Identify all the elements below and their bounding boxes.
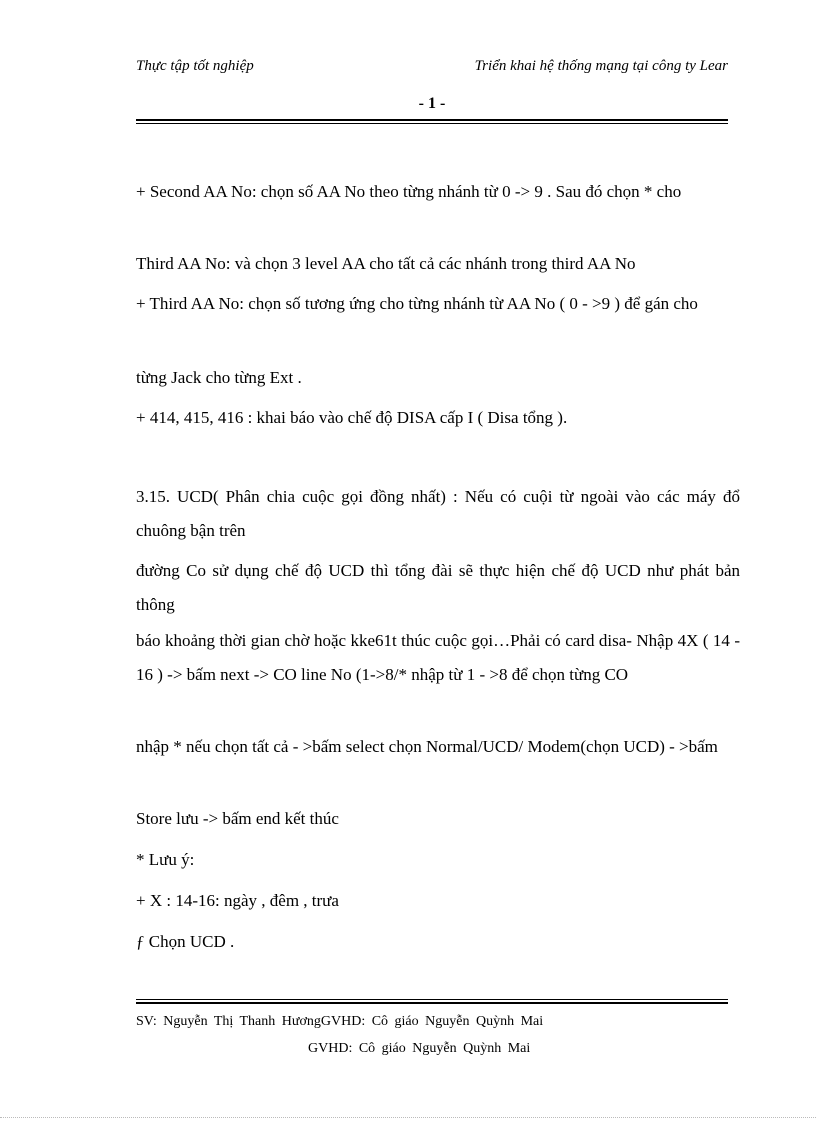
header-rule-top xyxy=(136,119,728,121)
paragraph: báo khoảng thời gian chờ hoặc kke61t thúc cuộc gọi…Phải có card disa- Nhập 4X ( 14 - 16 ) -> bấm next -> CO line No (1->8/* nhập từ 1 - >8 để chọn từng CO xyxy=(136,631,740,684)
footer-supervisor-line: GVHD: Cô giáo Nguyễn Quỳnh Mai xyxy=(308,1041,531,1056)
header-rule-bottom xyxy=(136,123,728,124)
page-bottom-border xyxy=(0,1117,816,1118)
paragraph: Third AA No: và chọn 3 level AA cho tất cả các nhánh trong third AA No xyxy=(136,254,636,273)
paragraph: + 414, 415, 416 : khai báo vào chế độ DISA cấp I ( Disa tổng ). xyxy=(136,408,568,427)
footer-rule-top xyxy=(136,999,728,1000)
paragraph: + Third AA No: chọn số tương ứng cho từng nhánh từ AA No ( 0 - >9 ) để gán cho xyxy=(136,294,698,313)
paragraph: ƒ Chọn UCD . xyxy=(136,932,235,951)
page-number: - 1 - xyxy=(418,95,446,112)
paragraph: * Lưu ý: xyxy=(136,850,195,869)
paragraph: từng Jack cho từng Ext . xyxy=(136,368,302,387)
paragraph: + Second AA No: chọn số AA No theo từng nhánh từ 0 -> 9 . Sau đó chọn * cho xyxy=(136,182,682,201)
footer-student-line: SV: Nguyễn Thị Thanh HươngGVHD: Cô giáo Nguyễn Quỳnh Mai xyxy=(136,1014,544,1029)
header-left-text: Thực tập tốt nghiệp xyxy=(136,58,254,74)
paragraph: đường Co sử dụng chế độ UCD thì tổng đài sẽ thực hiện chế độ UCD như phát bản thông xyxy=(136,561,740,614)
paragraph: nhập * nếu chọn tất cả - >bấm select chọn Normal/UCD/ Modem(chọn UCD) - >bấm xyxy=(136,737,718,756)
header-right-text: Triển khai hệ thống mạng tại công ty Lear xyxy=(474,58,728,74)
section-heading-paragraph: 3.15. UCD( Phân chia cuộc gọi đồng nhất) : Nếu có cuội từ ngoài vào các máy đổ chuông bận trên xyxy=(136,487,740,540)
paragraph: Store lưu -> bấm end kết thúc xyxy=(136,809,339,828)
footer-rule-bottom xyxy=(136,1002,728,1004)
paragraph: + X : 14-16: ngày , đêm , trưa xyxy=(136,891,339,910)
